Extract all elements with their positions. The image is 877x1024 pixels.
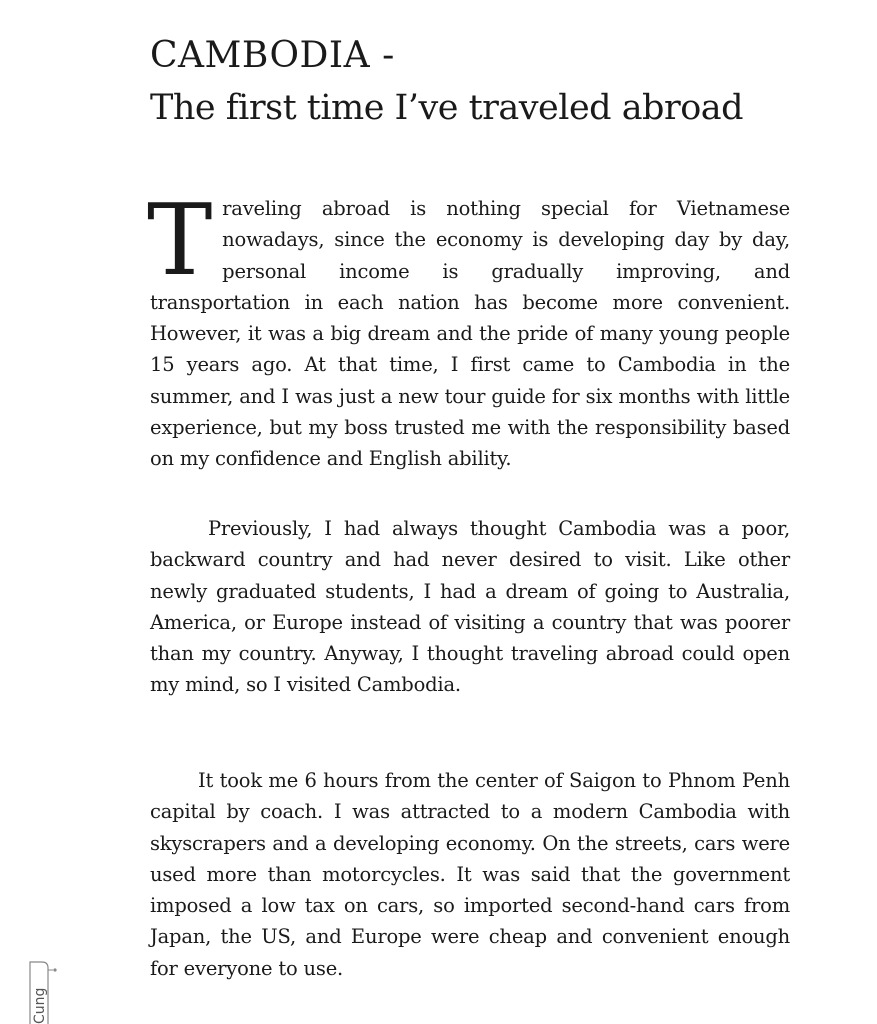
paragraph-2: [150, 513, 790, 701]
paragraph-3: [150, 765, 790, 984]
paragraph-3-text: It took me 6 hours from the center of Saigon to Phnom Penh capital by coach. I was attracted to a modern Cambodia with skyscrapers and a developing economy. On the streets, cars were used more than motorcycles. It was said that the government imposed a low tax on cars, so imported second-hand cars from Japan, the US, and Europe were cheap and convenient enough for everyone to use.: [150, 769, 790, 980]
chapter-title-line-2: The first time I’ve traveled abroad: [150, 88, 744, 128]
chapter-title-line-1: CAMBODIA -: [150, 35, 395, 76]
chapter-title: [150, 30, 830, 134]
side-tab-label: Cung: [32, 987, 48, 1024]
drop-cap-letter: T: [147, 184, 213, 298]
paragraph-2-text: Previously, I had always thought Cambodia was a poor, backward country and had never desired to visit. Like other newly graduated students, I had a dream of going to Australia, America, or Europe instead of visiting a country that was poorer than my country. Anyway, I thought traveling abroad could open my mind, so I visited Cambodia.: [150, 517, 790, 697]
paragraph-1-text: raveling abroad is nothing special for Vietnamese nowadays, since the economy is developing day by day, personal income is gradually improving, and transportation in each nation has become more convenient. However, it was a big dream and the pride of many young people 15 years ago. At that time, I first came to Cambodia in the summer, and I was just a new tour guide for six months with little experience, but my boss trusted me with the responsibility based on my confidence and English ability.: [150, 197, 790, 471]
side-tab-marker: [22, 960, 62, 1024]
paragraph-1: [147, 184, 790, 475]
